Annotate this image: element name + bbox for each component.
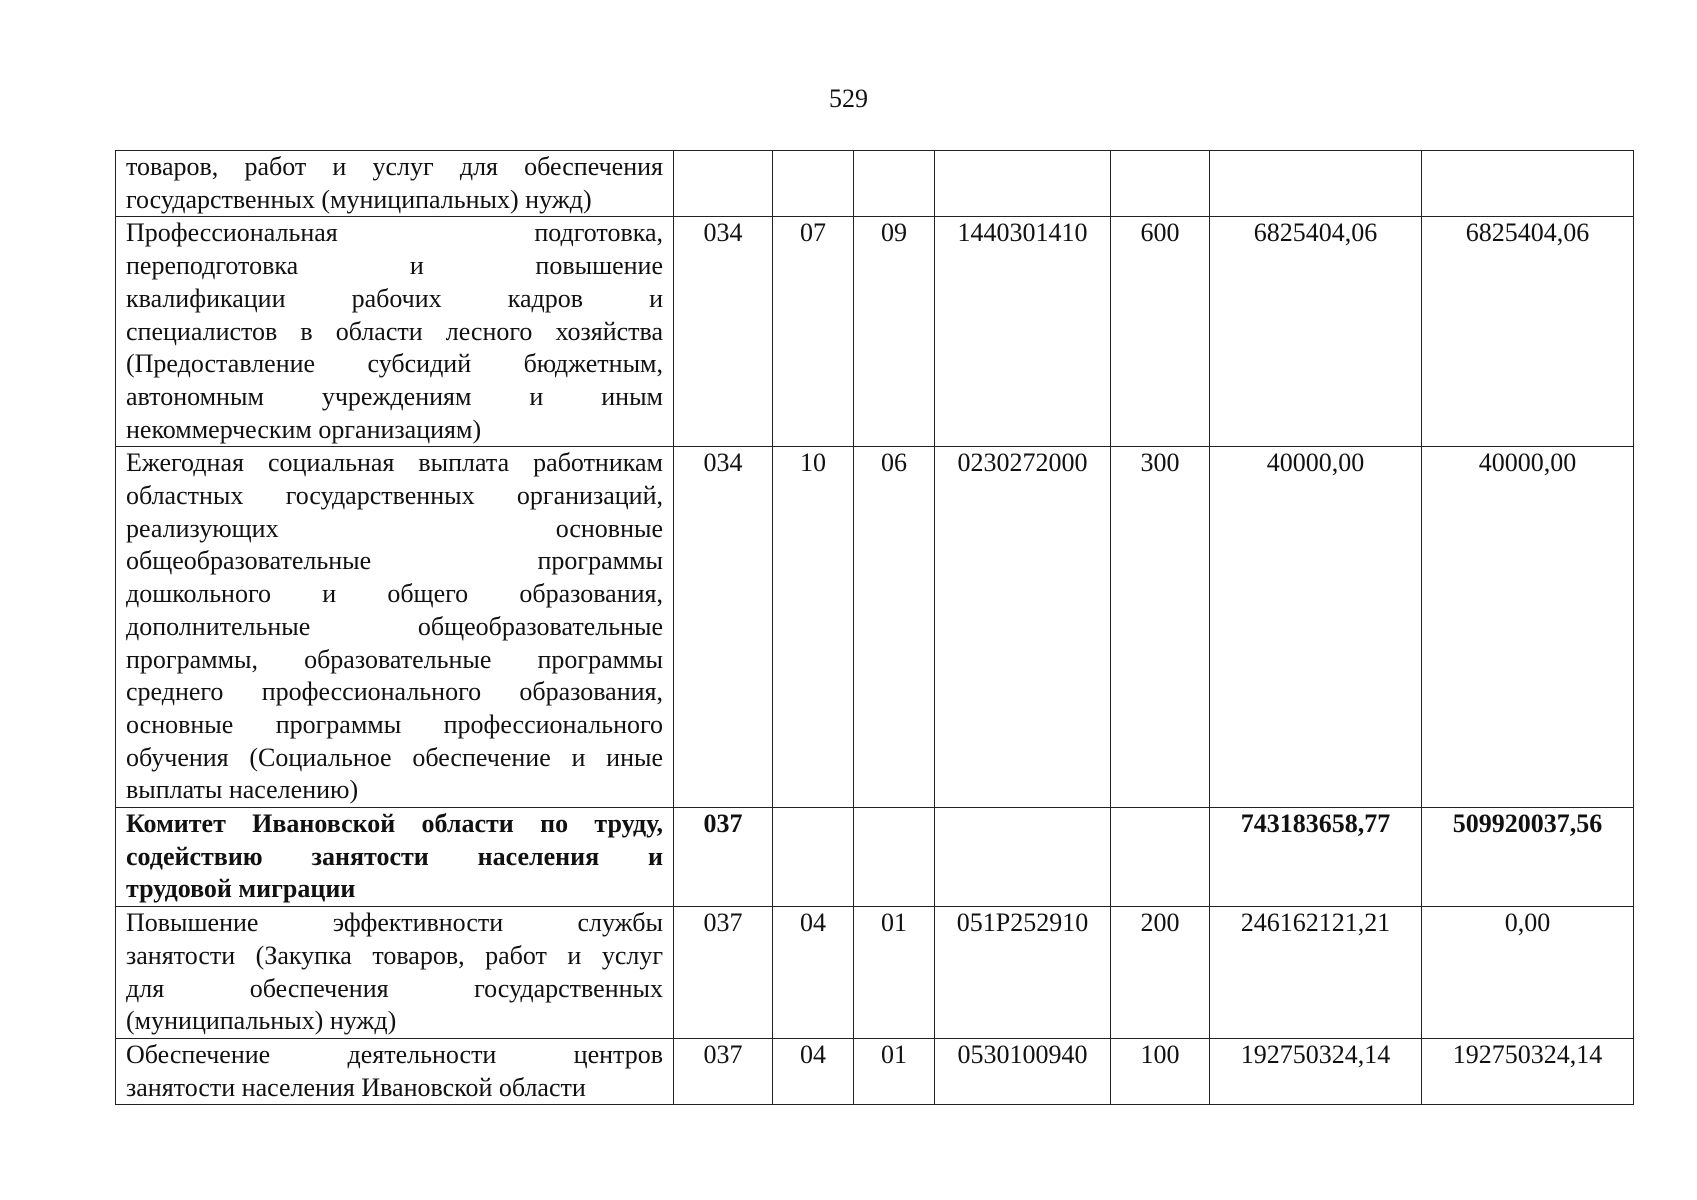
table-row <box>116 447 1634 808</box>
expense-type-code: 200 <box>1111 907 1210 1039</box>
row-name <box>116 447 674 808</box>
target-article-code: 051P252910 <box>935 907 1111 1039</box>
name-line: автономным учреждениям и иным <box>126 381 663 411</box>
target-article-code: 0530100940 <box>935 1038 1111 1104</box>
target-article-code: 1440301410 <box>935 217 1111 447</box>
row-name <box>116 1038 674 1104</box>
name-line: содействию занятости населения и <box>126 841 663 871</box>
name-line: (муниципальных) нужд) <box>126 1006 397 1036</box>
amount-year-1: 192750324,14 <box>1210 1038 1422 1104</box>
name-line: дополнительные общеобразовательные <box>126 611 663 641</box>
budget-table <box>115 150 1634 1105</box>
name-line: квалификации рабочих кадров и <box>126 283 663 313</box>
name-line: обучения (Социальное обеспечение и иные <box>126 742 663 772</box>
row-name <box>116 151 674 217</box>
subsection-code: 01 <box>854 1038 935 1104</box>
expense-type-code <box>1111 151 1210 217</box>
amount-year-2: 0,00 <box>1422 907 1634 1039</box>
name-line: Комитет Ивановской области по труду, <box>126 809 663 839</box>
amount-year-2 <box>1422 151 1634 217</box>
grbs-code: 037 <box>674 1038 773 1104</box>
subsection-code: 01 <box>854 907 935 1039</box>
expense-type-code: 600 <box>1111 217 1210 447</box>
row-name <box>116 907 674 1039</box>
section-code: 04 <box>773 1038 854 1104</box>
name-line: для обеспечения государственных <box>126 973 663 1003</box>
target-article-code <box>935 151 1111 217</box>
name-line: среднего профессионального образования, <box>126 677 663 707</box>
target-article-code: 0230272000 <box>935 447 1111 808</box>
target-article-code <box>935 808 1111 907</box>
name-line: некоммерческим организациям) <box>126 414 482 444</box>
name-line: программы, образовательные программы <box>126 644 663 674</box>
subsection-code <box>854 808 935 907</box>
amount-year-2: 192750324,14 <box>1422 1038 1634 1104</box>
grbs-code: 034 <box>674 447 773 808</box>
name-line: Профессиональная подготовка, <box>126 218 663 248</box>
amount-year-1 <box>1210 151 1422 217</box>
name-line: дошкольного и общего образования, <box>126 579 663 609</box>
table-row <box>116 1038 1634 1104</box>
expense-type-code: 100 <box>1111 1038 1210 1104</box>
section-code: 10 <box>773 447 854 808</box>
table-row <box>116 217 1634 447</box>
section-code: 07 <box>773 217 854 447</box>
grbs-code: 037 <box>674 907 773 1039</box>
name-line: трудовой миграции <box>126 874 356 904</box>
subsection-code <box>854 151 935 217</box>
name-line: Повышение эффективности службы <box>126 908 663 938</box>
name-line: Обеспечение деятельности центров <box>126 1039 663 1069</box>
name-line: занятости населения Ивановской области <box>126 1072 586 1102</box>
name-line: переподготовка и повышение <box>126 251 663 281</box>
row-name <box>116 217 674 447</box>
amount-year-1: 743183658,77 <box>1210 808 1422 907</box>
amount-year-1: 40000,00 <box>1210 447 1422 808</box>
amount-year-1: 246162121,21 <box>1210 907 1422 1039</box>
name-line: государственных (муниципальных) нужд) <box>126 184 592 214</box>
name-line: занятости (Закупка товаров, работ и услуг <box>126 940 663 970</box>
subsection-code: 09 <box>854 217 935 447</box>
name-line: Ежегодная социальная выплата работникам <box>126 448 663 478</box>
table-row <box>116 808 1634 907</box>
name-line: реализующих основные <box>126 513 663 543</box>
section-code <box>773 151 854 217</box>
amount-year-2: 40000,00 <box>1422 447 1634 808</box>
name-line: основные программы профессионального <box>126 709 663 739</box>
subsection-code: 06 <box>854 447 935 808</box>
page-number: 529 <box>829 84 868 113</box>
amount-year-2: 509920037,56 <box>1422 808 1634 907</box>
table-row <box>116 151 1634 217</box>
name-line: общеобразовательные программы <box>126 546 663 576</box>
amount-year-2: 6825404,06 <box>1422 217 1634 447</box>
grbs-code: 034 <box>674 217 773 447</box>
grbs-code: 037 <box>674 808 773 907</box>
name-line: областных государственных организаций, <box>126 481 663 511</box>
amount-year-1: 6825404,06 <box>1210 217 1422 447</box>
section-code <box>773 808 854 907</box>
name-line: специалистов в области лесного хозяйства <box>126 316 663 346</box>
name-line: (Предоставление субсидий бюджетным, <box>126 349 663 379</box>
row-name <box>116 808 674 907</box>
name-line: выплаты населению) <box>126 775 359 805</box>
section-code: 04 <box>773 907 854 1039</box>
name-line: товаров, работ и услуг для обеспечения <box>126 152 663 181</box>
table-body <box>116 151 1634 1105</box>
table-row <box>116 907 1634 1039</box>
expense-type-code <box>1111 808 1210 907</box>
expense-type-code: 300 <box>1111 447 1210 808</box>
grbs-code <box>674 151 773 217</box>
